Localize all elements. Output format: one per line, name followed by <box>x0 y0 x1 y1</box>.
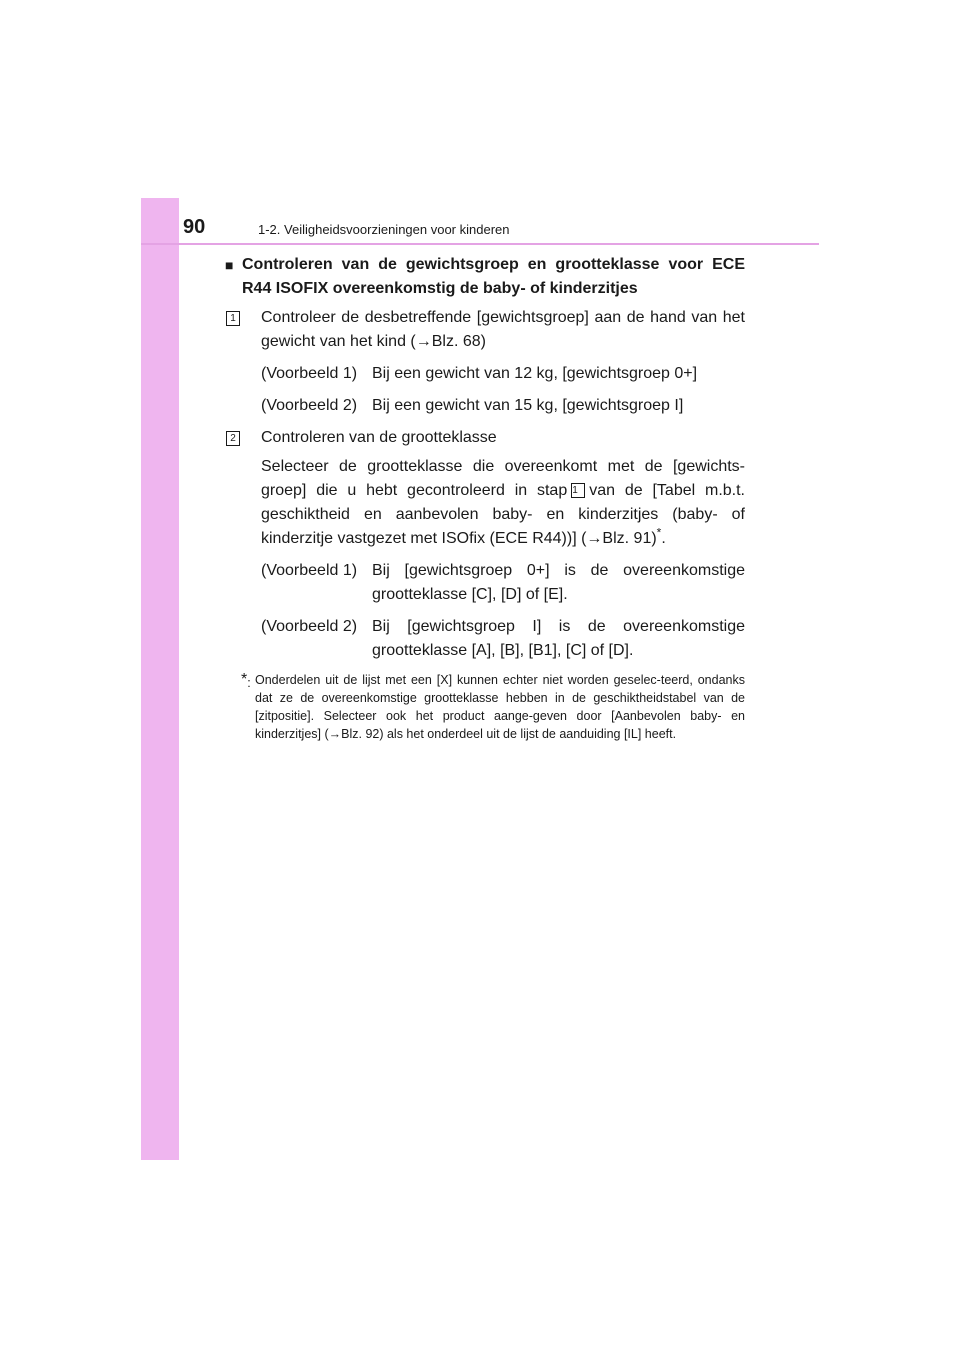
page-number: 90 <box>183 216 206 238</box>
example-row <box>261 362 745 386</box>
footnote-star: * <box>241 671 248 688</box>
footnote-reference: * <box>656 525 662 540</box>
example-label: (Voorbeeld 2) <box>261 618 358 635</box>
footnote-marker <box>241 671 255 743</box>
example-text: Bij een gewicht van 15 kg, [gewichtsgroep I] <box>372 397 684 414</box>
example-text: Bij [gewichtsgroep I] is de overeenkomstige grootteklasse [A], [B], [B1], [C] of [D]. <box>372 618 745 659</box>
subsection-heading <box>225 253 745 301</box>
footnote-text: Onderdelen uit de lijst met een [X] kunnen echter niet worden geselec-teerd, ondanks dat ze de overeenkomstige grootteklasse hebben in de geschiktheidstabel van de [zitpositie]. Selecteer ook het product aange-geven door [Aanbevolen baby- en kinderzitjes] (→Blz. 92) als het onderdeel uit de lijst de aanduiding [IL] heeft. <box>255 673 745 741</box>
step-2-text-after: van de [Tabel m.b.t. geschiktheid en aanbevolen baby- en kinderzitjes (baby- of kinderzitje vastgezet met ISOfix (ECE R44))] (→Blz. 91) <box>261 482 745 547</box>
example-label: (Voorbeeld 1) <box>261 365 358 382</box>
square-bullet-icon: ■ <box>225 257 234 273</box>
step-1-text: Controleer de desbetreffende [gewichtsgroep] aan de hand van het gewicht van het kind (→Blz. 68) <box>261 309 745 350</box>
example-row <box>261 559 745 607</box>
page-content <box>225 253 745 743</box>
example-row <box>261 394 745 418</box>
footnote-colon: : <box>247 676 251 690</box>
step-1 <box>225 306 745 418</box>
example-text: Bij [gewichtsgroep 0+] is de overeenkomstige grootteklasse [C], [D] of [E]. <box>372 562 745 603</box>
step-2 <box>225 426 745 663</box>
subsection-heading-text: Controleren van de gewichtsgroep en grootteklasse voor ECE R44 ISOFIX overeenkomstig de baby- of kinderzitjes <box>242 256 745 297</box>
step-number-box: 1 <box>226 311 240 326</box>
header-divider <box>141 243 819 245</box>
chapter-sidebar-tab <box>141 198 179 1160</box>
example-label: (Voorbeeld 1) <box>261 562 358 579</box>
section-title: 1-2. Veiligheidsvoorzieningen voor kinderen <box>258 222 510 237</box>
step-2-text-before: Selecteer de grootteklasse die overeenkomt met de [gewichts-groep] die u hebt gecontroleerd in stap <box>261 458 745 499</box>
step-1-body <box>261 306 745 418</box>
example-row <box>261 615 745 663</box>
example-text: Bij een gewicht van 12 kg, [gewichtsgroep 0+] <box>372 365 698 382</box>
step-reference-box: 1 <box>571 483 585 498</box>
step-2-text <box>261 455 745 551</box>
step-2-end: . <box>661 530 666 547</box>
step-2-title: Controleren van de grootteklasse <box>261 429 497 446</box>
step-number-box: 2 <box>226 431 240 446</box>
footnote <box>241 671 745 743</box>
step-2-body <box>261 426 745 663</box>
example-label: (Voorbeeld 2) <box>261 397 358 414</box>
